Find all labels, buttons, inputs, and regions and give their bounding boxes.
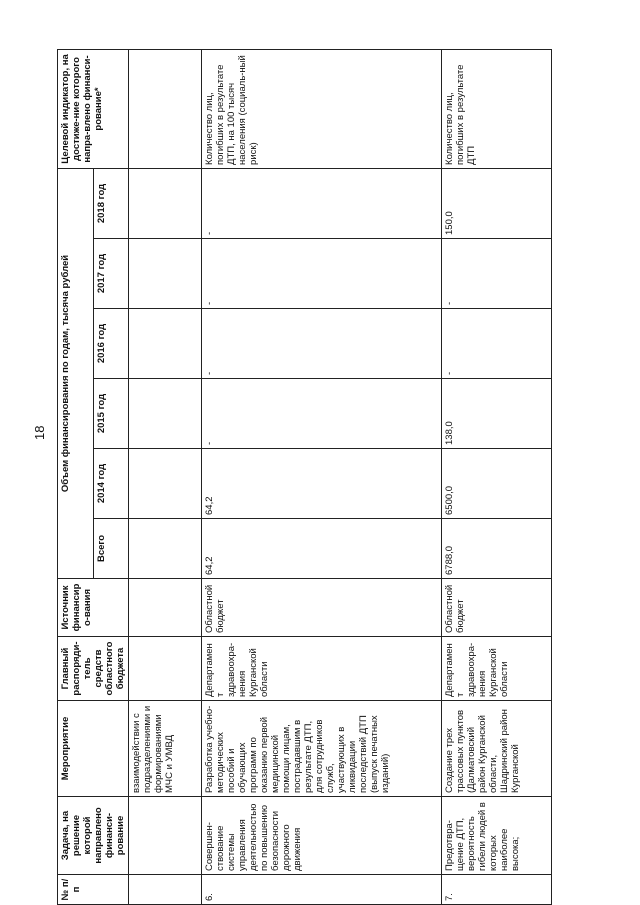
header-year-2017: 2017 год [93,239,129,309]
cell-source: Областной бюджет [442,579,552,637]
table-row [202,49,442,904]
cell-2017: - [202,239,442,309]
cell-2016: - [202,309,442,379]
cell-task [129,797,202,875]
cell-task: Предотвра-щение ДТП, вероятность гибели людей в которых наиболее высока; [442,797,552,875]
header-year-2018: 2018 год [93,168,129,238]
cell-2018: 150,0 [442,168,552,238]
header-manager: Главный распоряди-тель средств областного бюджета [58,637,129,701]
financing-table-sheet [57,50,627,905]
cell-2018: - [202,168,442,238]
cell-2016: - [442,309,552,379]
table-row [442,49,552,904]
cell-total: 6788,0 [442,519,552,579]
cell-2015: - [202,379,442,449]
header-total: Всего [93,519,129,579]
cell-2016 [129,309,202,379]
header-year-2016: 2016 год [93,309,129,379]
header-source: Источник финансиро-вания [58,579,129,637]
table-row [129,49,202,904]
cell-2017: - [442,239,552,309]
cell-manager: Департамент здравоохра-нения Курганской области [442,637,552,701]
cell-num [129,875,202,905]
cell-num: 7. [442,875,552,905]
header-year-2015: 2015 год [93,379,129,449]
cell-manager: Департамент здравоохра-нения Курганской области [202,637,442,701]
cell-num: 6. [202,875,442,905]
header-activity: Мероприятие [58,701,129,797]
cell-2014: 64,2 [202,449,442,519]
cell-total: 64,2 [202,519,442,579]
cell-activity: Создание трех трассовых пунктов (Далматовский район Курганской области, Шадринский район Курганской [442,701,552,797]
cell-2014: 6500,0 [442,449,552,519]
cell-2015 [129,379,202,449]
cell-indicator: Количество лиц, погибших в результате ДТП [442,49,552,168]
cell-source [129,579,202,637]
financing-table [57,49,552,905]
cell-task: Совершен-ствование системы управления деятельностью по повышению безопасности дорожного движения [202,797,442,875]
header-year-2014: 2014 год [93,449,129,519]
cell-indicator: Количество лиц, погибших в результате ДТП, на 100 тысяч населения (социаль-ный риск) [202,49,442,168]
cell-2014 [129,449,202,519]
cell-source: Областной бюджет [202,579,442,637]
cell-2017 [129,239,202,309]
header-indicator: Целевой индикатор, на достиже-ние которого напра-влено финанси-рование* [58,49,129,168]
cell-activity: Разработка учебно-методических пособий и обучающих программ по оказанию первой медицинской помощи лицам, пострадавшим в результате ДТП, для сотрудников служб, участвующих в ликвидации последствий ДТП (выпуск печатных изданий) [202,701,442,797]
page-number: 18 [32,425,47,440]
cell-indicator [129,49,202,168]
cell-2018 [129,168,202,238]
cell-2015: 138,0 [442,379,552,449]
cell-activity: взаимодействии с подразделениями и формированиями МЧС и УМВД [129,701,202,797]
cell-total [129,519,202,579]
cell-manager [129,637,202,701]
header-task: Задача, на решение которой направлено финанси-рование [58,797,129,875]
header-num: № п/п [58,875,129,905]
header-funding: Объем финансирования по годам, тысяча рублей [58,168,94,578]
